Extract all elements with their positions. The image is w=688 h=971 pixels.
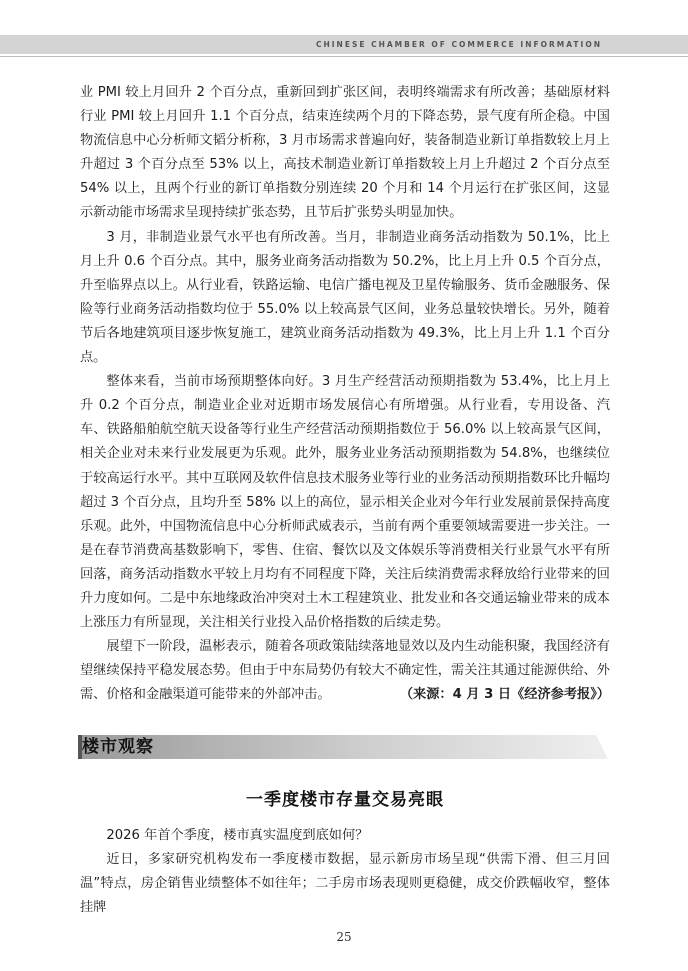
running-header-title: CHINESE CHAMBER OF COMMERCE INFORMATION bbox=[315, 40, 602, 49]
article-body bbox=[80, 824, 610, 920]
section-bar-graphic bbox=[78, 735, 608, 759]
section-title: 楼市观察 bbox=[82, 737, 154, 757]
paragraph-1: 业 PMI 较上月回升 2 个百分点，重新回到扩张区间，表明终端需求有所改善；基础原材料行业 PMI 较上月回升 1.1 个百分点，结束连续两个月的下降态势，景气度有所企稳。中国物流信息中心分析师文韬分析称，3 月市场需求普遍向好，装备制造业新订单指数较上月上升超过 3 个百分点至 53% 以上，高技术制造业新订单指数较上月上升超过 2 个百分点至 54% 以上，且两个行业的新订单指数分别连续 20 个月和 14 个月运行在扩张区间，这显示新动能市场需求呈现持续扩张态势，且节后扩张势头明显加快。 bbox=[80, 85, 610, 221]
paragraph-4 bbox=[80, 635, 610, 707]
article-body-continued bbox=[80, 81, 610, 707]
paragraph-3: 整体来看，当前市场预期整体向好。3 月生产经营活动预期指数为 53.4%，比上月上升 0.2 个百分点，制造业企业对近期市场发展信心有所增强。从行业看，专用设备、汽车、铁路船舶航空航天设备等行业生产经营活动预期指数位于 56.0% 以上较高景气区间，相关企业对未来行业发展更为乐观。此外，服务业业务活动预期指数为 54.8%，也继续位于较高运行水平。其中互联网及软件信息技术服务业等行业的业务活动预期指数环比升幅均超过 3 个百分点，且均升至 58% 以上的高位，显示相关企业对今年行业发展前景保持高度乐观。此外，中国物流信息中心分析师武威表示，当前有两个重要领域需要进一步关注。一是在春节消费高基数影响下，零售、住宿、餐饮以及文体娱乐等消费相关行业景气水平有所回落，商务活动指数水平较上月均有不同程度下降，关注后续消费需求释放给行业带来的回升力度如何。二是中东地缘政治冲突对土木工程建筑业、批发业和各交通运输业带来的成本上涨压力有所显现，关注相关行业投入品价格指数的后续走势。 bbox=[80, 374, 610, 631]
article-paragraph-1: 2026 年首个季度，楼市真实温度到底如何？ bbox=[106, 828, 369, 843]
article-title: 一季度楼市存量交易亮眼 bbox=[246, 790, 444, 810]
section-header bbox=[78, 735, 608, 759]
running-header-band bbox=[0, 35, 688, 54]
article-paragraph-2: 近日，多家研究机构发布一季度楼市数据，显示新房市场呈现“供需下滑、但三月回温”特点，房企销售业绩整体不如往年；二手房市场表现则更稳健，成交价跌幅收窄，整体挂牌 bbox=[80, 852, 610, 916]
paragraph-2: 3 月，非制造业景气水平也有所改善。当月，非制造业商务活动指数为 50.1%，比上月上升 0.6 个百分点。其中，服务业商务活动指数为 50.2%，比上月上升 0.5 个百分点，升至临界点以上。从行业看，铁路运输、电信广播电视及卫星传输服务、货币金融服务、保险等行业商务活动指数均位于 55.0% 以上较高景气区间，业务总量较快增长。另外，随着节后各地建筑项目逐步恢复施工，建筑业商务活动指数为 49.3%，比上月上升 1.1 个百分点。 bbox=[80, 229, 610, 366]
page-number: 25 bbox=[336, 930, 352, 944]
paragraph-4-text: 展望下一阶段，温彬表示，随着各项政策陆续落地显效以及内生动能积聚，我国经济有望继续保持平稳发展态势。但由于中东局势仍有较大不确定性，需关注其通过能源供给、外需、价格和金融渠道可能带来的外部冲击。 bbox=[80, 639, 610, 703]
header-divider bbox=[0, 56, 688, 57]
source-citation: （来源：4 月 3 日《经济参考报》） bbox=[399, 687, 610, 703]
